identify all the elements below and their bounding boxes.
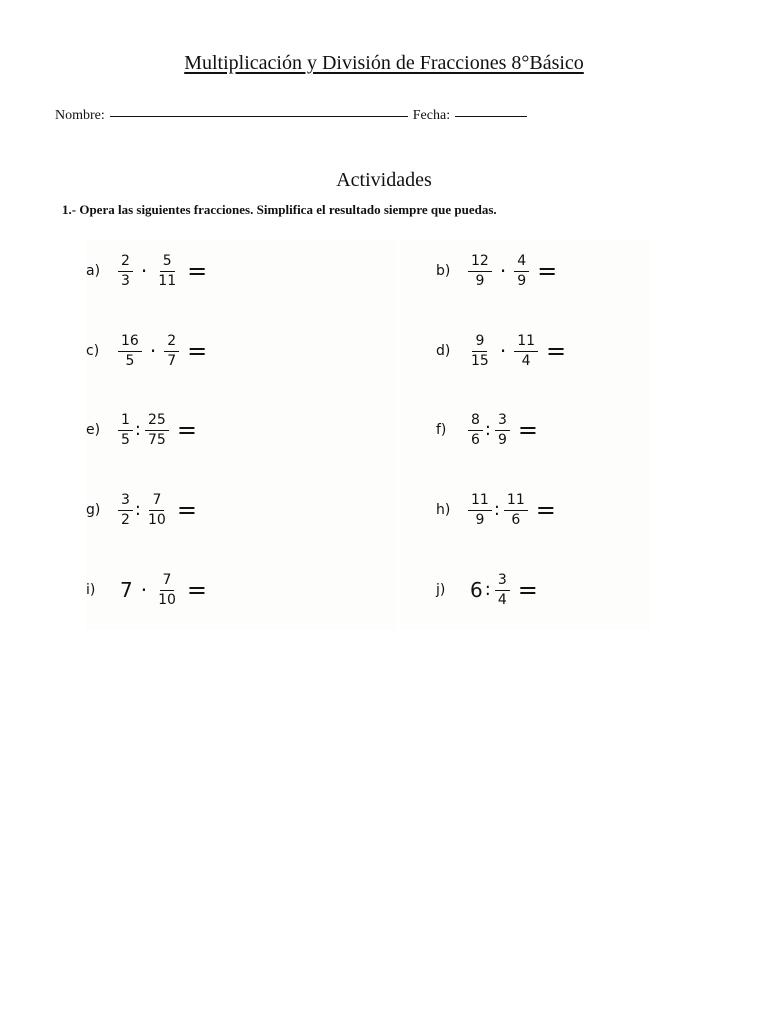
numerator: 25 bbox=[145, 412, 169, 431]
operator: · bbox=[140, 578, 148, 602]
exercise-label: i) bbox=[86, 582, 96, 598]
denominator: 4 bbox=[497, 591, 507, 608]
equals-sign: = bbox=[186, 576, 208, 604]
denominator: 10 bbox=[148, 511, 166, 528]
denominator: 10 bbox=[158, 591, 176, 608]
fraction bbox=[118, 412, 133, 449]
exercises-left-column bbox=[86, 240, 396, 630]
exercise-label: j) bbox=[436, 582, 446, 598]
exercise-label: d) bbox=[436, 343, 451, 359]
operator: · bbox=[499, 259, 507, 283]
exercise-f bbox=[436, 405, 538, 455]
exercise-h bbox=[436, 485, 556, 535]
exercise-j bbox=[436, 565, 538, 615]
exercise-label: e) bbox=[86, 422, 101, 438]
fraction bbox=[164, 333, 179, 370]
fraction bbox=[514, 333, 538, 370]
exercise-label: c) bbox=[86, 343, 100, 359]
fraction bbox=[514, 253, 529, 290]
numerator: 5 bbox=[160, 253, 175, 272]
exercise-d bbox=[436, 326, 566, 376]
denominator: 6 bbox=[511, 511, 521, 528]
numerator: 3 bbox=[118, 492, 133, 511]
operator: : bbox=[484, 579, 491, 600]
numerator: 4 bbox=[514, 253, 529, 272]
fraction bbox=[468, 253, 492, 290]
fraction bbox=[118, 333, 142, 370]
whole-number: 7 bbox=[120, 578, 133, 602]
equals-sign: = bbox=[187, 337, 208, 365]
numerator: 2 bbox=[164, 333, 179, 352]
exercise-label: a) bbox=[86, 263, 101, 279]
denominator: 9 bbox=[475, 272, 485, 289]
page-title: Multiplicación y División de Fracciones 8°Básico bbox=[184, 52, 584, 74]
fraction bbox=[504, 492, 528, 529]
exercise-label: g) bbox=[86, 502, 101, 518]
name-blank[interactable] bbox=[110, 115, 408, 117]
denominator: 5 bbox=[121, 431, 130, 448]
denominator: 9 bbox=[475, 511, 485, 528]
fraction bbox=[118, 492, 133, 529]
numerator: 11 bbox=[504, 492, 528, 511]
numerator: 3 bbox=[495, 572, 510, 591]
exercise-i bbox=[86, 565, 207, 615]
numerator: 7 bbox=[149, 492, 164, 511]
student-info-row bbox=[55, 108, 532, 124]
equals-sign: = bbox=[546, 337, 567, 365]
operator: : bbox=[493, 499, 500, 520]
instruction-text: 1.- Opera las siguientes fracciones. Simplifica el resultado siempre que puedas. bbox=[62, 202, 497, 217]
fraction bbox=[495, 572, 510, 609]
denominator: 3 bbox=[121, 272, 130, 289]
date-blank[interactable] bbox=[455, 115, 527, 117]
exercise-a bbox=[86, 246, 207, 296]
exercise-label: f) bbox=[436, 422, 447, 438]
exercise-b bbox=[436, 246, 557, 296]
operator: : bbox=[484, 419, 491, 440]
exercise-e bbox=[86, 405, 197, 455]
denominator: 2 bbox=[121, 511, 130, 528]
numerator: 11 bbox=[514, 333, 538, 352]
date-label: Fecha: bbox=[412, 108, 451, 123]
operator: · bbox=[499, 339, 507, 363]
equals-sign: = bbox=[517, 576, 538, 604]
denominator: 5 bbox=[125, 352, 135, 369]
denominator: 6 bbox=[471, 431, 480, 448]
fraction bbox=[468, 492, 492, 529]
numerator: 12 bbox=[468, 253, 492, 272]
exercises-right-column bbox=[400, 240, 650, 630]
numerator: 11 bbox=[468, 492, 492, 511]
fraction bbox=[468, 412, 483, 449]
exercise-label: h) bbox=[436, 502, 451, 518]
denominator: 9 bbox=[517, 272, 527, 289]
numerator: 16 bbox=[118, 333, 142, 352]
numerator: 1 bbox=[118, 412, 133, 431]
exercise-label: b) bbox=[436, 263, 451, 279]
fraction bbox=[468, 333, 492, 370]
operator: · bbox=[149, 339, 157, 363]
equals-sign: = bbox=[517, 416, 539, 444]
operator: : bbox=[134, 499, 141, 520]
denominator: 9 bbox=[498, 431, 507, 448]
section-title: Actividades bbox=[336, 169, 432, 191]
denominator: 75 bbox=[148, 431, 166, 448]
denominator: 11 bbox=[158, 272, 177, 289]
fraction bbox=[155, 253, 179, 290]
numerator: 3 bbox=[495, 412, 510, 431]
exercise-g bbox=[86, 485, 197, 535]
numerator: 8 bbox=[468, 412, 483, 431]
equals-sign: = bbox=[535, 496, 556, 524]
equals-sign: = bbox=[176, 416, 197, 444]
equals-sign: = bbox=[537, 257, 558, 285]
exercise-c bbox=[86, 326, 207, 376]
fraction bbox=[495, 412, 510, 449]
denominator: 15 bbox=[471, 352, 489, 369]
denominator: 4 bbox=[521, 352, 531, 369]
numerator: 2 bbox=[118, 253, 133, 272]
operator: · bbox=[140, 259, 148, 283]
denominator: 7 bbox=[167, 352, 177, 369]
name-label: Nombre: bbox=[55, 108, 105, 123]
fraction bbox=[145, 492, 169, 529]
fraction bbox=[155, 572, 179, 609]
numerator: 7 bbox=[160, 572, 175, 591]
fraction bbox=[118, 253, 133, 290]
equals-sign: = bbox=[176, 496, 197, 524]
numerator: 9 bbox=[472, 333, 487, 352]
operator: : bbox=[134, 419, 141, 440]
equals-sign: = bbox=[187, 257, 208, 285]
whole-number: 6 bbox=[470, 578, 483, 602]
fraction bbox=[145, 412, 169, 449]
